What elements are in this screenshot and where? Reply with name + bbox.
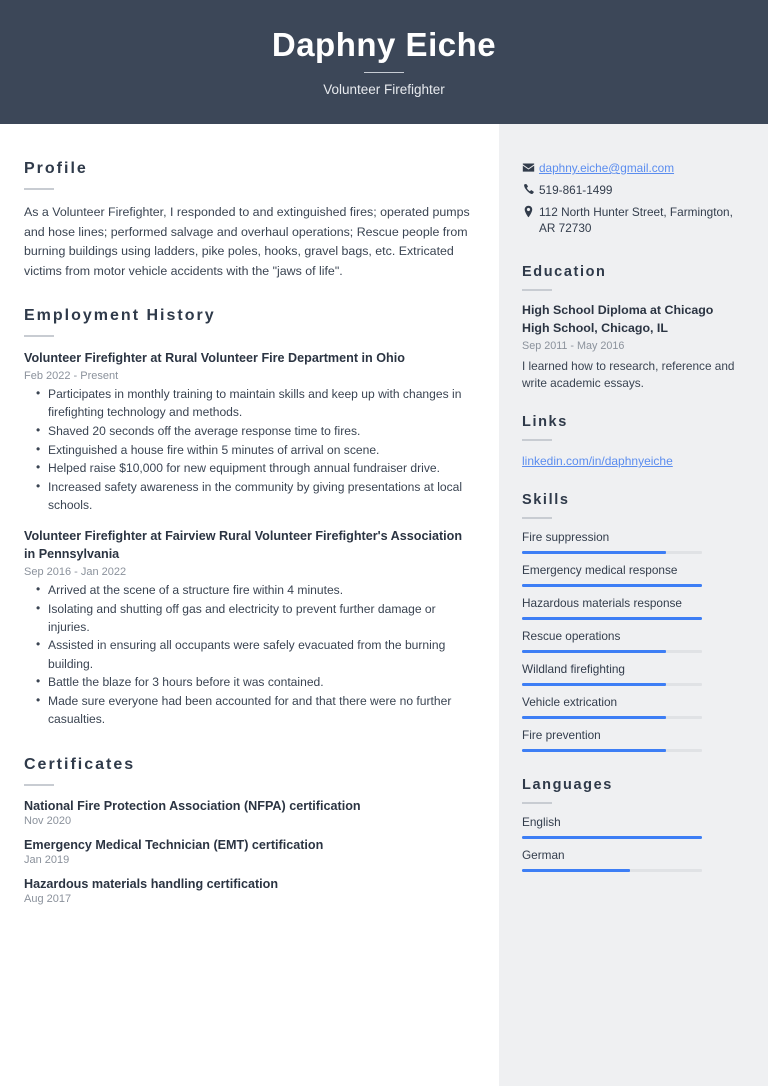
skill-label: Vehicle extrication — [522, 695, 618, 710]
skill-level-bar — [522, 716, 702, 719]
skill-level-fill — [522, 650, 666, 653]
skill-level-fill — [522, 683, 666, 686]
skill-level-bar — [522, 551, 702, 554]
job-bullet: • Arrived at the scene of a structure fire within 4 minutes. — [48, 581, 471, 599]
contact-row — [522, 204, 744, 238]
section-education — [522, 264, 744, 392]
resume-body — [0, 124, 768, 1086]
job-bullet: • Extinguished a house fire within 5 minutes of arrival on scene. — [48, 441, 471, 459]
certificate-date: Nov 2020 — [24, 815, 72, 828]
skill — [522, 662, 744, 686]
language — [522, 815, 744, 839]
job-dates: Feb 2022 - Present — [24, 370, 119, 383]
certificates-list — [24, 799, 471, 905]
skill — [522, 596, 744, 620]
spacer — [522, 761, 744, 777]
languages-list — [522, 815, 744, 872]
job-bullet: • Assisted in ensuring all occupants were safely evacuated from the burning building. — [48, 636, 471, 672]
employment-item — [24, 350, 471, 514]
skill-level-bar — [522, 617, 702, 620]
header-divider — [364, 72, 404, 73]
skill-label: Fire prevention — [522, 728, 601, 743]
skill-level-fill — [522, 749, 666, 752]
certificate-item — [24, 877, 471, 905]
section-certificates — [24, 756, 471, 905]
section-profile — [24, 160, 471, 281]
skill-level-fill — [522, 617, 702, 620]
certificate-name: Emergency Medical Technician (EMT) certification — [24, 838, 324, 853]
language-level-bar — [522, 869, 702, 872]
contact-list — [522, 160, 744, 237]
language-level-fill — [522, 869, 630, 872]
skill-label: Hazardous materials response — [522, 596, 682, 611]
education-dates: Sep 2011 - May 2016 — [522, 339, 625, 352]
section-rule — [522, 517, 552, 519]
contact-row — [522, 182, 744, 199]
section-rule — [522, 802, 552, 804]
envelope-icon — [522, 160, 539, 174]
certificate-name: Hazardous materials handling certification — [24, 877, 279, 892]
job-bullet: • Isolating and shutting off gas and electricity to prevent further damage or injuries. — [48, 600, 471, 636]
section-heading-profile: Profile — [24, 160, 88, 177]
spacer — [24, 730, 471, 756]
skill-level-bar — [522, 683, 702, 686]
header-job-title: Volunteer Firefighter — [323, 82, 445, 98]
employment-list — [24, 350, 471, 728]
main-column — [0, 124, 499, 1086]
section-links — [522, 414, 744, 470]
language-label: German — [522, 848, 565, 863]
certificate-date: Jan 2019 — [24, 854, 70, 867]
job-bullet: • Participates in monthly training to maintain skills and keep up with changes in firefighting technology and methods. — [48, 385, 471, 421]
language — [522, 848, 744, 872]
skill-level-fill — [522, 551, 666, 554]
profile-text: As a Volunteer Firefighter, I responded to and extinguished fires; operated pumps and hose lines; performed salvage and overhaul operations; Rescue people from burning buildings using ladders, pike poles, hooks, gravel bags, etc. Extricated victims from motor vehicle accidents with the "jaws of life". — [24, 205, 470, 278]
education-title: High School Diploma at Chicago High School, Chicago, IL — [522, 303, 714, 335]
section-heading-skills: Skills — [522, 492, 570, 509]
resume-header — [0, 0, 768, 124]
job-bullet: • Shaved 20 seconds off the average response time to fires. — [48, 422, 471, 440]
language-level-fill — [522, 836, 702, 839]
job-bullet-list — [24, 581, 471, 728]
section-heading-links: Links — [522, 414, 568, 431]
certificate-item — [24, 799, 471, 827]
contact-email-link[interactable]: daphny.eiche@gmail.com — [539, 161, 675, 175]
section-heading-languages: Languages — [522, 777, 613, 794]
certificate-date: Aug 2017 — [24, 893, 72, 906]
profile-link[interactable]: linkedin.com/in/daphnyeiche — [522, 454, 673, 469]
job-bullet: • Battle the blaze for 3 hours before it was contained. — [48, 673, 471, 691]
job-bullet: • Increased safety awareness in the community by giving presentations at local schools. — [48, 478, 471, 514]
job-bullet-list — [24, 385, 471, 514]
job-title: Volunteer Firefighter at Fairview Rural Volunteer Firefighter's Association in Pennsylvania — [24, 529, 463, 562]
skill-label: Wildland firefighting — [522, 662, 625, 677]
section-heading-education: Education — [522, 264, 607, 280]
phone-icon — [522, 182, 539, 196]
job-dates: Sep 2016 - Jan 2022 — [24, 565, 127, 578]
contact-text: 112 North Hunter Street, Farmington, AR 72730 — [539, 204, 733, 236]
skill-level-bar — [522, 749, 702, 752]
spacer — [522, 242, 744, 264]
skill-level-fill — [522, 584, 702, 587]
skill — [522, 563, 744, 587]
skills-list — [522, 530, 744, 752]
spacer — [522, 392, 744, 414]
skill — [522, 629, 744, 653]
contact-row[interactable] — [522, 160, 744, 177]
section-rule — [522, 439, 552, 441]
section-rule — [24, 188, 54, 190]
section-skills — [522, 492, 744, 752]
skill-label: Rescue operations — [522, 629, 621, 644]
spacer — [24, 281, 471, 307]
section-languages — [522, 777, 744, 872]
sidebar-column — [499, 124, 768, 1086]
job-bullet: • Helped raise $10,000 for new equipment through annual fundraiser drive. — [48, 459, 471, 477]
skill-level-fill — [522, 716, 666, 719]
map-pin-icon — [522, 204, 539, 218]
section-employment — [24, 307, 471, 728]
skill — [522, 530, 744, 554]
contact-text: 519-861-1499 — [539, 182, 613, 197]
skill — [522, 728, 744, 752]
section-rule — [24, 335, 54, 337]
job-bullet: • Made sure everyone had been accounted for and that there were no further casualties. — [48, 692, 471, 728]
job-title: Volunteer Firefighter at Rural Volunteer Fire Department in Ohio — [24, 351, 405, 366]
section-heading-certificates: Certificates — [24, 756, 136, 774]
spacer — [522, 470, 744, 492]
section-heading-employment: Employment History — [24, 307, 216, 325]
skill-level-bar — [522, 650, 702, 653]
education-description: I learned how to research, reference and write academic essays. — [522, 358, 735, 391]
section-rule — [24, 784, 54, 786]
page-title: Daphny Eiche — [271, 25, 497, 63]
links-list — [522, 452, 744, 470]
language-label: English — [522, 815, 561, 830]
section-rule — [522, 289, 552, 291]
certificate-item — [24, 838, 471, 866]
skill-level-bar — [522, 584, 702, 587]
language-level-bar — [522, 836, 702, 839]
certificate-name: National Fire Protection Association (NFPA) certification — [24, 799, 361, 814]
skill-label: Emergency medical response — [522, 563, 678, 578]
employment-item — [24, 528, 471, 728]
skill — [522, 695, 744, 719]
skill-label: Fire suppression — [522, 530, 610, 545]
